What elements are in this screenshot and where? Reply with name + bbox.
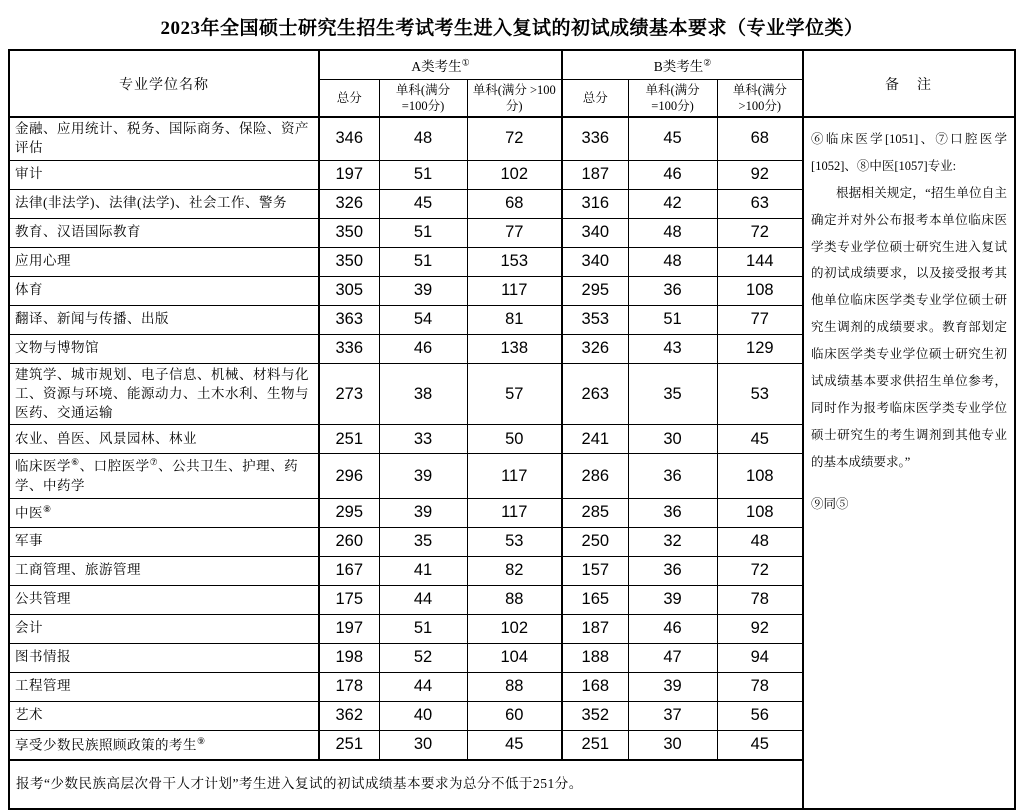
- score-cell: 60: [467, 701, 562, 730]
- degree-name-cell: 图书情报: [9, 643, 319, 672]
- degree-name-cell: 农业、兽医、风景园林、林业: [9, 425, 319, 454]
- score-cell: 108: [717, 498, 803, 527]
- score-cell: 197: [319, 160, 379, 189]
- score-cell: 340: [562, 218, 628, 247]
- col-header-a-total: 总分: [319, 80, 379, 118]
- degree-name-cell: 审计: [9, 160, 319, 189]
- score-cell: 129: [717, 334, 803, 363]
- score-cell: 72: [717, 556, 803, 585]
- score-cell: 346: [319, 117, 379, 160]
- score-cell: 77: [717, 305, 803, 334]
- score-cell: 53: [717, 363, 803, 425]
- score-cell: 340: [562, 247, 628, 276]
- score-cell: 53: [467, 527, 562, 556]
- score-cell: 44: [379, 585, 467, 614]
- score-cell: 108: [717, 454, 803, 498]
- degree-name-cell: 应用心理: [9, 247, 319, 276]
- score-cell: 36: [628, 498, 717, 527]
- score-cell: 36: [628, 556, 717, 585]
- degree-name-cell: 享受少数民族照顾政策的考生⑨: [9, 730, 319, 760]
- score-cell: 108: [717, 276, 803, 305]
- score-cell: 45: [628, 117, 717, 160]
- score-cell: 48: [628, 218, 717, 247]
- score-cell: 48: [379, 117, 467, 160]
- score-cell: 81: [467, 305, 562, 334]
- score-cell: 68: [467, 189, 562, 218]
- score-cell: 37: [628, 701, 717, 730]
- col-header-b-single-100: 单科(满分 =100分): [628, 80, 717, 118]
- col-header-group-a: [319, 50, 562, 80]
- score-cell: 363: [319, 305, 379, 334]
- score-cell: 45: [717, 730, 803, 760]
- score-cell: 198: [319, 643, 379, 672]
- col-header-degree-name: 专业学位名称: [9, 50, 319, 117]
- score-cell: 35: [379, 527, 467, 556]
- col-header-remark: 备 注: [803, 50, 1015, 117]
- score-cell: 42: [628, 189, 717, 218]
- degree-name-cell: 工商管理、旅游管理: [9, 556, 319, 585]
- score-cell: 353: [562, 305, 628, 334]
- score-cell: 296: [319, 454, 379, 498]
- group-b-note-ref: ②: [703, 57, 712, 68]
- score-cell: 43: [628, 334, 717, 363]
- score-cell: 46: [379, 334, 467, 363]
- degree-name-cell: 教育、汉语国际教育: [9, 218, 319, 247]
- score-cell: 48: [717, 527, 803, 556]
- score-cell: 45: [379, 189, 467, 218]
- score-cell: 51: [628, 305, 717, 334]
- score-cell: 41: [379, 556, 467, 585]
- score-cell: 165: [562, 585, 628, 614]
- score-cell: 51: [379, 160, 467, 189]
- score-cell: 362: [319, 701, 379, 730]
- score-cell: 251: [319, 730, 379, 760]
- score-cell: 33: [379, 425, 467, 454]
- score-cell: 56: [717, 701, 803, 730]
- score-cell: 117: [467, 498, 562, 527]
- score-cell: 46: [628, 160, 717, 189]
- remark-cell: [803, 117, 1015, 809]
- score-cell: 138: [467, 334, 562, 363]
- score-cell: 44: [379, 672, 467, 701]
- score-cell: 92: [717, 614, 803, 643]
- score-cell: 305: [319, 276, 379, 305]
- degree-name-cell: 建筑学、城市规划、电子信息、机械、材料与化工、资源与环境、能源动力、土木水利、生物与医药、交通运输: [9, 363, 319, 425]
- degree-name-cell: 金融、应用统计、税务、国际商务、保险、资产评估: [9, 117, 319, 160]
- score-cell: 30: [379, 730, 467, 760]
- score-cell: 30: [628, 730, 717, 760]
- score-cell: 68: [717, 117, 803, 160]
- score-cell: 45: [717, 425, 803, 454]
- score-cell: 72: [717, 218, 803, 247]
- score-cell: 39: [379, 498, 467, 527]
- score-cell: 39: [628, 585, 717, 614]
- score-cell: 48: [628, 247, 717, 276]
- degree-name-cell: 公共管理: [9, 585, 319, 614]
- score-cell: 352: [562, 701, 628, 730]
- score-cell: 52: [379, 643, 467, 672]
- score-cell: 295: [319, 498, 379, 527]
- score-table: [8, 49, 1016, 810]
- score-cell: 32: [628, 527, 717, 556]
- score-cell: 350: [319, 247, 379, 276]
- score-cell: 57: [467, 363, 562, 425]
- score-cell: 117: [467, 276, 562, 305]
- score-cell: 36: [628, 454, 717, 498]
- score-cell: 144: [717, 247, 803, 276]
- score-cell: 72: [467, 117, 562, 160]
- col-header-b-total: 总分: [562, 80, 628, 118]
- score-cell: 51: [379, 247, 467, 276]
- degree-name-cell: 工程管理: [9, 672, 319, 701]
- score-cell: 336: [562, 117, 628, 160]
- score-cell: 39: [379, 276, 467, 305]
- header-row-groups: [9, 50, 1015, 80]
- remark-paragraph: ⑨同⑤: [811, 497, 849, 512]
- degree-name-cell: 法律(非法学)、法律(法学)、社会工作、警务: [9, 189, 319, 218]
- score-cell: 251: [562, 730, 628, 760]
- score-cell: 117: [467, 454, 562, 498]
- score-cell: 78: [717, 585, 803, 614]
- score-cell: 77: [467, 218, 562, 247]
- score-cell: 187: [562, 160, 628, 189]
- score-cell: 30: [628, 425, 717, 454]
- score-cell: 260: [319, 527, 379, 556]
- score-cell: 35: [628, 363, 717, 425]
- score-cell: 92: [717, 160, 803, 189]
- score-cell: 88: [467, 585, 562, 614]
- score-cell: 187: [562, 614, 628, 643]
- score-cell: 286: [562, 454, 628, 498]
- score-cell: 326: [562, 334, 628, 363]
- degree-name-cell: 会计: [9, 614, 319, 643]
- score-cell: 104: [467, 643, 562, 672]
- degree-name-cell: 军事: [9, 527, 319, 556]
- score-cell: 175: [319, 585, 379, 614]
- group-a-note-ref: ①: [461, 57, 470, 68]
- score-cell: 273: [319, 363, 379, 425]
- score-cell: 36: [628, 276, 717, 305]
- degree-name-cell: 翻译、新闻与传播、出版: [9, 305, 319, 334]
- group-b-label: B类考生: [653, 59, 704, 74]
- score-cell: 188: [562, 643, 628, 672]
- degree-name-cell: 中医⑧: [9, 498, 319, 527]
- group-a-label: A类考生: [411, 59, 462, 74]
- score-cell: 102: [467, 614, 562, 643]
- score-cell: 39: [628, 672, 717, 701]
- score-cell: 38: [379, 363, 467, 425]
- score-cell: 54: [379, 305, 467, 334]
- score-cell: 40: [379, 701, 467, 730]
- score-cell: 285: [562, 498, 628, 527]
- score-cell: 241: [562, 425, 628, 454]
- remark-paragraph: ⑥临床医学[1051]、⑦口腔医学[1052]、⑧中医[1057]专业:: [811, 132, 1008, 173]
- score-cell: 157: [562, 556, 628, 585]
- col-header-group-b: [562, 50, 803, 80]
- score-cell: 46: [628, 614, 717, 643]
- table-row: [9, 117, 1015, 160]
- score-cell: 178: [319, 672, 379, 701]
- score-cell: 250: [562, 527, 628, 556]
- score-cell: 168: [562, 672, 628, 701]
- score-cell: 336: [319, 334, 379, 363]
- remark-paragraph: 根据相关规定，“招生单位自主确定并对外公布报考本单位临床医学类专业学位硕士研究生进入复试的初试成绩要求，以及接受报考其他单位临床医学类专业学位硕士研究生调剂的成绩要求。教育部划定临床医学类专业学位硕士研究生初试成绩基本要求供招生单位参考，同时作为报考临床医学类专业学位硕士研究生的考生调剂到其他专业的基本成绩要求。”: [811, 185, 1008, 469]
- score-cell: 350: [319, 218, 379, 247]
- score-cell: 51: [379, 614, 467, 643]
- degree-name-cell: 体育: [9, 276, 319, 305]
- score-cell: 263: [562, 363, 628, 425]
- col-header-b-single-gt100: 单科(满分 >100分): [717, 80, 803, 118]
- degree-name-cell: 临床医学⑥、口腔医学⑦、公共卫生、护理、药学、中药学: [9, 454, 319, 498]
- score-cell: 63: [717, 189, 803, 218]
- score-cell: 45: [467, 730, 562, 760]
- col-header-a-single-100: 单科(满分 =100分): [379, 80, 467, 118]
- score-cell: 51: [379, 218, 467, 247]
- page-title: 2023年全国硕士研究生招生考试考生进入复试的初试成绩基本要求（专业学位类）: [160, 18, 864, 39]
- score-cell: 78: [717, 672, 803, 701]
- score-cell: 326: [319, 189, 379, 218]
- score-cell: 153: [467, 247, 562, 276]
- score-cell: 251: [319, 425, 379, 454]
- score-cell: 39: [379, 454, 467, 498]
- footnote-cell: 报考“少数民族高层次骨干人才计划”考生进入复试的初试成绩基本要求为总分不低于251分。: [9, 760, 803, 809]
- score-cell: 167: [319, 556, 379, 585]
- degree-name-cell: 文物与博物馆: [9, 334, 319, 363]
- score-cell: 102: [467, 160, 562, 189]
- col-header-a-single-gt100: 单科(满分 >100分): [467, 80, 562, 118]
- score-cell: 88: [467, 672, 562, 701]
- score-cell: 47: [628, 643, 717, 672]
- score-cell: 316: [562, 189, 628, 218]
- degree-name-cell: 艺术: [9, 701, 319, 730]
- score-cell: 82: [467, 556, 562, 585]
- score-cell: 50: [467, 425, 562, 454]
- score-cell: 295: [562, 276, 628, 305]
- score-cell: 94: [717, 643, 803, 672]
- score-cell: 197: [319, 614, 379, 643]
